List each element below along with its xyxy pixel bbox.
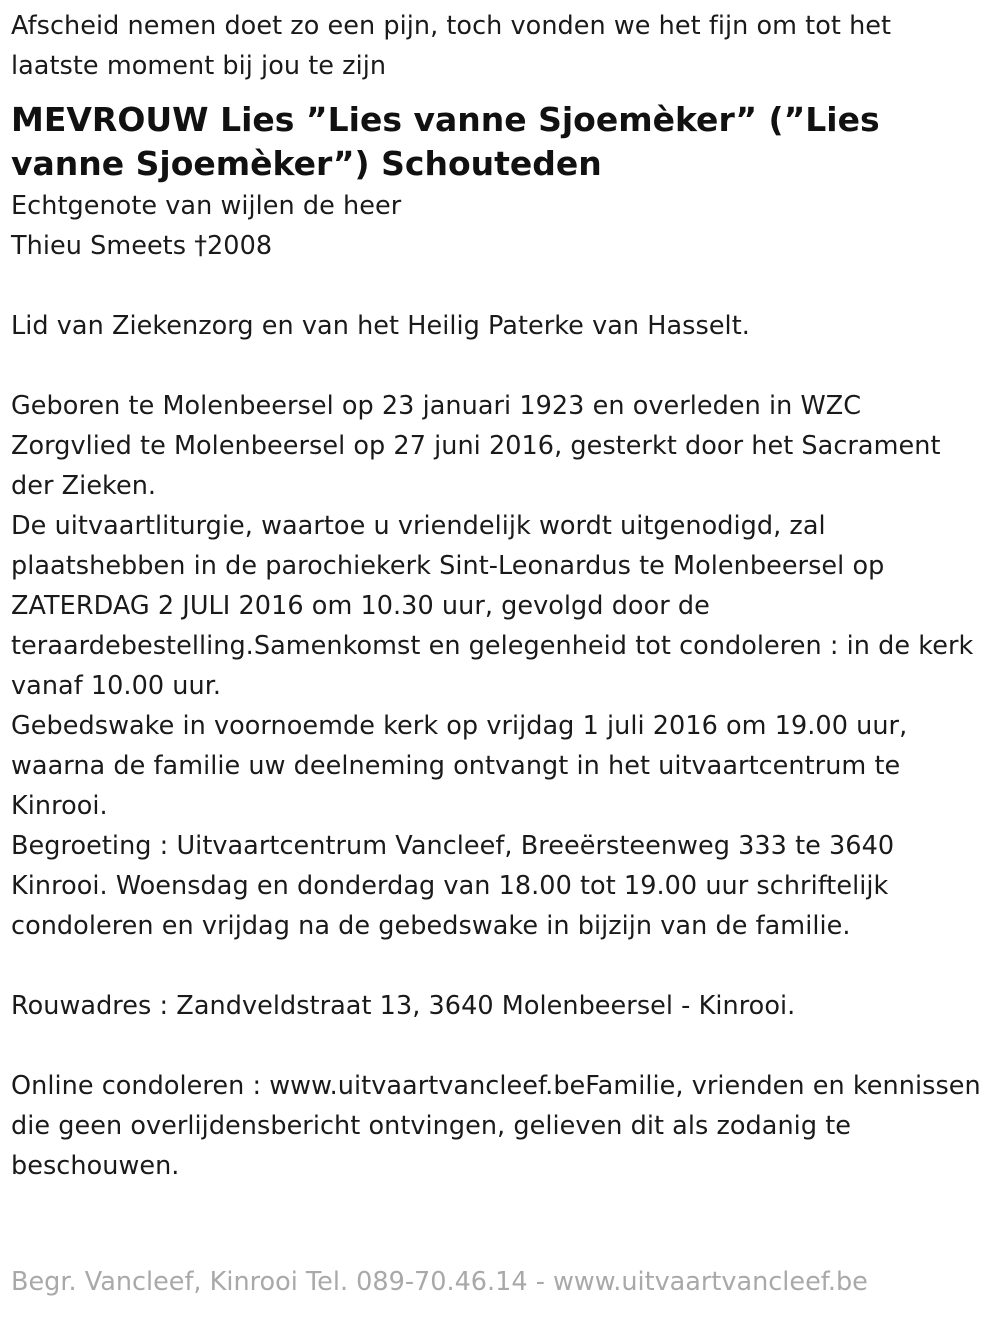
- membership-text: Lid van Ziekenzorg en van het Heilig Paterke van Hasselt.: [11, 311, 750, 341]
- funeral-text: De uitvaartliturgie, waartoe u vriendelijk wordt uitgenodigd, zal plaatshebben in de parochiekerk Sint-Leonardus te Molenbeersel op ZATERDAG 2 JULI 2016 om 10.30 uur, gevolgd door de teraardebestelling.Samenkomst en gelegenheid tot condoleren : in de kerk vanaf 10.00 uur.: [11, 511, 974, 701]
- vigil-text: Gebedswake in voornoemde kerk op vrijdag 1 juli 2016 om 19.00 uur, waarna de familie uw deelneming ontvangt in het uitvaartcentrum te Kinrooi.: [11, 711, 908, 821]
- spacer: [11, 266, 986, 306]
- mourning-address: Rouwadres : Zandveldstraat 13, 3640 Molenbeersel - Kinrooi.: [11, 991, 796, 1021]
- greeting-text: Begroeting : Uitvaartcentrum Vancleef, Breeërsteenweg 333 te 3640 Kinrooi. Woensdag en donderdag van 18.00 tot 19.00 uur schriftelijk condoleren en vrijdag na de gebedswake in bijzijn van de familie.: [11, 831, 895, 941]
- obituary-notice: [11, 6, 986, 1186]
- intro-text: Afscheid nemen doet zo een pijn, toch vonden we het fijn om tot het laatste moment bij jou te zijn: [11, 11, 892, 81]
- online-condolences-text: Online condoleren : www.uitvaartvancleef.beFamilie, vrienden en kennissen die geen overlijdensbericht ontvingen, gelieven dit als zodanig te beschouwen.: [11, 1071, 981, 1181]
- funeral-home-footer: Begr. Vancleef, Kinrooi Tel. 089-70.46.14 - www.uitvaartvancleef.be: [11, 1267, 868, 1297]
- spacer: [11, 346, 986, 386]
- deceased-name: MEVROUW Lies ”Lies vanne Sjoemèker” (”Lies vanne Sjoemèker”) Schouteden: [11, 100, 880, 183]
- spacer: [11, 946, 986, 986]
- birth-death-text: Geboren te Molenbeersel op 23 januari 1923 en overleden in WZC Zorgvlied te Molenbeersel op 27 juni 2016, gesterkt door het Sacrament der Zieken.: [11, 391, 941, 501]
- spouse-line: Echtgenote van wijlen de heer: [11, 191, 402, 221]
- spacer: [11, 1026, 986, 1066]
- spouse-name: Thieu Smeets †2008: [11, 231, 273, 261]
